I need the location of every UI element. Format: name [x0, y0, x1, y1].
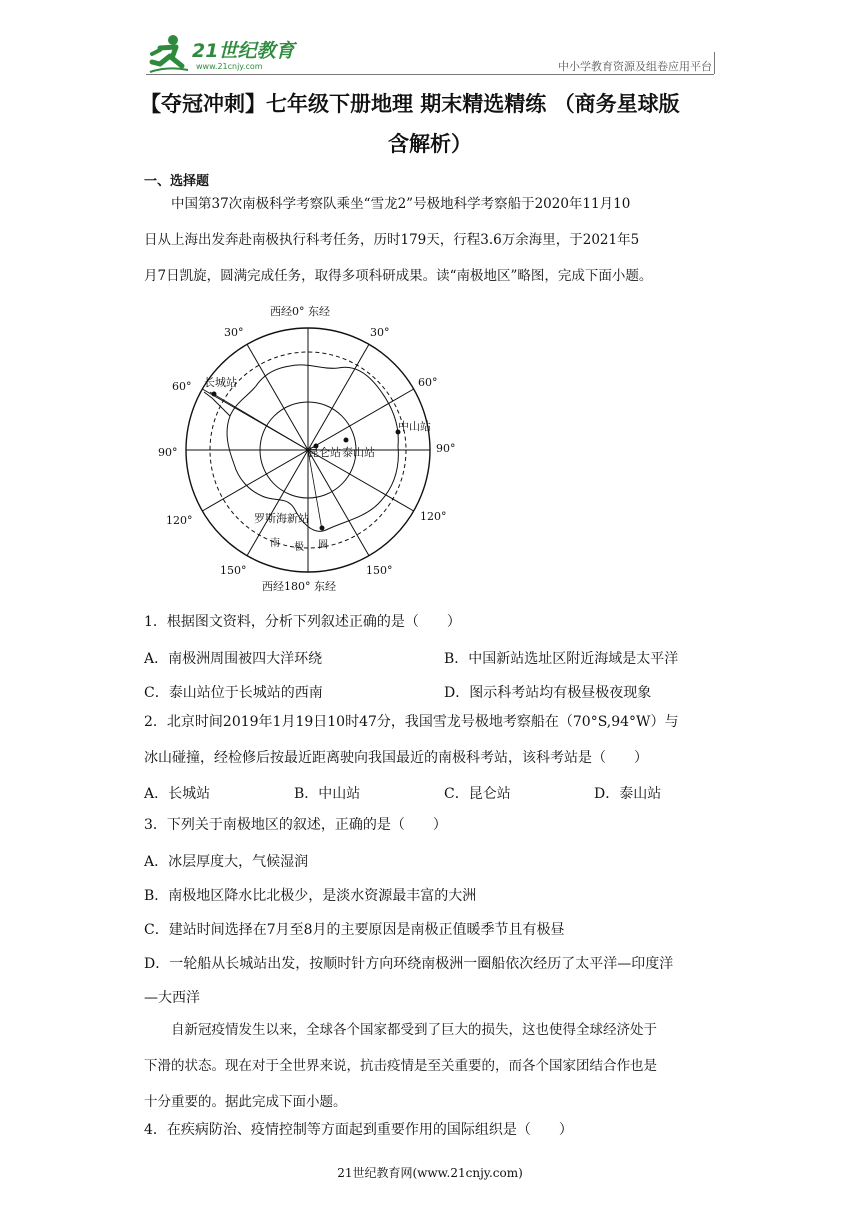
sea-label: 极 [294, 542, 304, 553]
q3-option-d-cont: —大西洋 [144, 990, 200, 1006]
q3-option-d[interactable]: D．一轮船从长城站出发，按顺时针方向环绕南极洲一圈船依次经历了太平洋—印度洋 [144, 956, 674, 972]
question-2-stem-cont: 冰山碰撞，经检修后按最近距离驶向我国最近的南极科考站，该科考站是（ ） [144, 750, 648, 766]
question-2-stem: 2．北京时间2019年1月19日10时47分，我国雪龙号极地考察船在（70°S,94°W）与 [144, 714, 679, 730]
passage-pandemic [144, 1012, 718, 1120]
q1-option-b[interactable]: B．中国新站选址区附近海域是太平洋 [444, 651, 679, 667]
passage-line: 下滑的状态。现在对于全世界来说，抗击疫情是至关重要的，而各个国家团结合作也是 [144, 1058, 657, 1074]
q3-option-a[interactable]: A．冰层厚度大，气候湿润 [144, 854, 309, 870]
runner-icon [146, 32, 190, 78]
map-degree-label: 30° [224, 326, 244, 339]
logo-text: 21世纪教育 [192, 40, 295, 62]
map-degree-label: 30° [370, 326, 390, 339]
map-top-label: 西经0° 东经 [270, 305, 330, 318]
map-degree-label: 60° [172, 380, 192, 393]
q2-option-d[interactable]: D．泰山站 [594, 786, 662, 802]
question-1-stem: 1．根据图文资料，分析下列叙述正确的是（ ） [144, 614, 461, 630]
q3-option-b[interactable]: B．南极地区降水比北极少，是淡水资源最丰富的大洲 [144, 888, 477, 904]
logo-url: www.21cnjy.com [196, 62, 263, 71]
q1-option-d[interactable]: D．图示科考站均有极昼极夜现象 [444, 685, 652, 701]
question-3-stem: 3．下列关于南极地区的叙述，正确的是（ ） [144, 817, 447, 833]
station-label-kunlun: 昆仑站 [308, 446, 341, 459]
title-line-1: 【夺冠冲刺】七年级下册地理 期末精选精练 （商务星球版 [140, 92, 680, 116]
q1-option-c[interactable]: C．泰山站位于长城站的西南 [144, 685, 323, 701]
sea-label: 南 [270, 538, 280, 549]
q2-option-c[interactable]: C．昆仑站 [444, 786, 511, 802]
q2-option-a[interactable]: A．长城站 [144, 786, 211, 802]
passage-line: 中国第37次南极科学考察队乘坐“雪龙2”号极地科学考察船于2020年11月10 [171, 196, 631, 212]
sea-label: 圈 [318, 540, 328, 551]
document-title [140, 84, 720, 164]
header-divider [146, 74, 714, 75]
map-degree-label: 90° [436, 442, 456, 455]
header-divider-tick [714, 52, 715, 74]
passage-line: 自新冠疫情发生以来，全球各个国家都受到了巨大的损失，这也使得全球经济处于 [171, 1022, 657, 1038]
q2-option-b[interactable]: B．中山站 [294, 786, 361, 802]
station-label-changcheng: 长城站 [204, 376, 237, 389]
title-line-2: 含解析） [388, 132, 472, 156]
passage-line: 月7日凯旋，圆满完成任务，取得多项科研成果。读“南极地区”略图，完成下面小题。 [144, 268, 653, 284]
platform-label: 中小学教育资源及组卷应用平台 [558, 60, 712, 73]
station-label-luosihai: 罗斯海新站 [254, 512, 309, 525]
passage-line: 十分重要的。据此完成下面小题。 [144, 1094, 347, 1110]
map-bottom-label: 西经180° 东经 [262, 580, 336, 593]
section-heading: 一、选择题 [144, 174, 210, 189]
station-label-taishan: 泰山站 [342, 446, 375, 459]
page-footer: 21世纪教育网(www.21cnjy.com) [337, 1166, 523, 1180]
antarctica-polar-map [158, 300, 458, 596]
map-degree-label: 120° [166, 514, 193, 527]
map-degree-label: 150° [220, 564, 247, 577]
map-degree-label: 90° [158, 446, 178, 459]
question-4-stem: 4．在疾病防治、疫情控制等方面起到重要作用的国际组织是（ ） [144, 1122, 573, 1138]
passage-line: 日从上海出发奔赴南极执行科考任务，历时179天，行程3.6万余海里，于2021年5 [144, 232, 640, 248]
q3-option-c[interactable]: C．建站时间选择在7月至8月的主要原因是南极正值暖季节且有极昼 [144, 922, 565, 938]
page-header [0, 0, 860, 80]
map-degree-label: 60° [418, 376, 438, 389]
passage-antarctic [144, 186, 718, 294]
map-degree-label: 120° [420, 510, 447, 523]
q1-option-a[interactable]: A．南极洲周围被四大洋环绕 [144, 651, 323, 667]
station-label-zhongshan: 中山站 [398, 420, 431, 433]
map-degree-label: 150° [366, 564, 393, 577]
site-logo[interactable] [146, 32, 295, 78]
